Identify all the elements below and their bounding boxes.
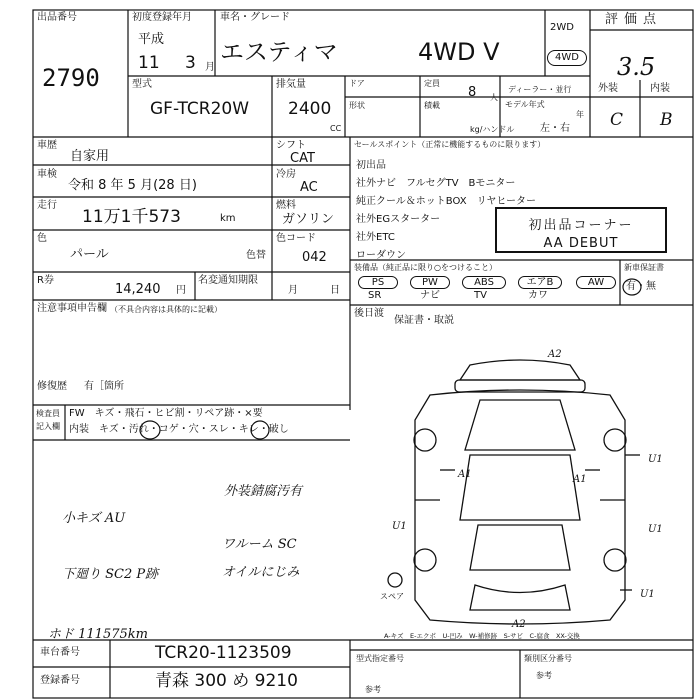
model-grade-label: 車名・グレード xyxy=(220,12,290,23)
recycle-label: R券 xyxy=(37,275,54,286)
hand-note-1: 外装錆腐汚有 xyxy=(224,484,303,499)
model-year-unit: 年 xyxy=(576,110,584,119)
hand-note-2: 小キズ AU xyxy=(62,511,126,526)
lot-number-label: 出品番号 xyxy=(37,12,77,23)
car-diagram xyxy=(388,360,640,624)
shift: CAT xyxy=(290,151,315,166)
diagram-mark: A2 xyxy=(548,349,562,360)
equip-leather: カワ xyxy=(528,290,548,301)
debut-corner-stamp xyxy=(495,207,667,253)
warranty: 有・無 xyxy=(626,281,656,292)
history-label: 車歴 xyxy=(37,140,57,151)
load-label: 積載 xyxy=(424,101,440,110)
inspection: 令和 8 年 5 月(28 日) xyxy=(68,178,197,193)
kg-handle-label: kg/ハンドル xyxy=(470,125,515,134)
yen-unit: 円 xyxy=(176,285,186,296)
nox-month: 月 xyxy=(288,285,298,296)
diagram-mark: A1 xyxy=(573,474,587,485)
equip-navi: ナビ xyxy=(420,290,440,301)
exterior-grade: C xyxy=(610,110,624,130)
inspector-row1: FW キズ・飛石・ヒビ割・リペア跡・×要 xyxy=(69,408,263,419)
ac-label: 冷房 xyxy=(276,169,296,180)
repair-label: 修復歴 xyxy=(37,381,67,392)
inspection-label: 車検 xyxy=(37,169,57,180)
lot-number: 2790 xyxy=(42,64,100,92)
diagram-mark: U1 xyxy=(648,524,663,535)
displacement: 2400 xyxy=(288,99,332,119)
nox-label: 名変通知期限 xyxy=(198,275,258,286)
grade: 4WD V xyxy=(418,38,500,66)
chassis-number: TCR20-1123509 xyxy=(155,643,292,663)
diagram-mark: U1 xyxy=(392,521,407,532)
fuel: ガソリン xyxy=(282,212,335,227)
score: 3.5 xyxy=(617,53,656,81)
mileage-label: 走行 xyxy=(37,200,57,211)
warranty-label: 新車保証書 xyxy=(624,263,664,272)
reg-month: 3 xyxy=(185,53,196,73)
color: パール xyxy=(70,247,109,262)
diagram-legend: A-キズ E-エクボ U-凹み W-補修跡 S-サビ C-腐食 XX-交換 xyxy=(384,632,580,640)
shift-label: シフト xyxy=(276,140,306,151)
drive-2wd: 2WD xyxy=(550,22,574,33)
hand-note-4: 下廻り SC2 P跡 xyxy=(62,567,159,582)
reg-year: 11 xyxy=(138,53,160,73)
plate-number: 青森 300 め 9210 xyxy=(155,671,298,691)
hand-note-3: ワルーム SC xyxy=(222,537,297,552)
sales-point-item: 初出品 xyxy=(356,160,386,171)
type-designation-label: 型式指定番号 xyxy=(356,654,404,663)
spare-label: スペア xyxy=(380,592,404,601)
model-code: GF-TCR20W xyxy=(150,99,250,119)
score-label: 評価点 xyxy=(605,12,663,27)
exterior-label: 外装 xyxy=(598,83,618,94)
recycle-fee: 14,240 xyxy=(115,282,161,297)
color-label: 色 xyxy=(37,233,47,244)
reference-label: 参考 xyxy=(365,685,381,694)
equip-tv: TV xyxy=(474,290,487,301)
reference-label-2: 参考 xyxy=(536,671,552,680)
plate-label: 登録番号 xyxy=(40,675,80,686)
category-label: 類別区分番号 xyxy=(524,654,572,663)
era: 平成 xyxy=(138,32,165,47)
dealer-label: ディーラー・並行 xyxy=(508,85,572,94)
month-unit: 月 xyxy=(205,62,215,73)
sales-point-item: 純正クール＆ホットBOX リヤヒーター xyxy=(356,196,536,207)
back-seat-value: 保証書・取説 xyxy=(394,315,454,326)
inspector-label2: 記入欄 xyxy=(36,422,60,431)
shape-label: 形状 xyxy=(349,101,365,110)
sales-point-item: 社外ナビ フルセグTV Bモニター xyxy=(356,178,516,189)
diagram-mark: A2 xyxy=(512,619,526,630)
equip-airbag: エアB xyxy=(518,276,562,289)
hand-mileage-note: ホド 111575km xyxy=(48,627,148,642)
car-name: エスティマ xyxy=(220,38,338,66)
capacity: 8 xyxy=(468,85,477,100)
back-seat-label: 後日渡 xyxy=(354,308,384,319)
handle: 左・右 xyxy=(540,123,570,134)
history: 自家用 xyxy=(70,149,110,164)
diagram-mark: U1 xyxy=(648,454,663,465)
equip-pw: PW xyxy=(410,276,450,289)
color-code: 042 xyxy=(302,250,327,265)
inspector-row2: 内装 キズ・汚れ・コゲ・穴・スレ・キレ・破し xyxy=(69,424,289,435)
interior-grade: B xyxy=(660,110,673,130)
km-unit: km xyxy=(220,213,236,224)
equipment-label: 装備品（純正品に限り○をつけること） xyxy=(354,263,497,272)
equip-ps: PS xyxy=(358,276,398,289)
corner-line1: 初出品コーナー xyxy=(528,218,634,233)
sales-point-item: ローダウン xyxy=(356,250,406,261)
equip-sr: SR xyxy=(368,290,382,301)
drive-4wd: 4WD xyxy=(547,50,587,66)
cc-unit: CC xyxy=(330,124,342,133)
displacement-label: 排気量 xyxy=(276,79,306,90)
corner-line2: AA DEBUT xyxy=(543,236,619,251)
hand-note-5: オイルにじみ xyxy=(222,565,300,580)
sales-point-item: 社外ETC xyxy=(356,232,395,243)
fuel-label: 燃料 xyxy=(276,200,296,211)
diagram-mark: U1 xyxy=(640,589,655,600)
diagram-mark: A1 xyxy=(458,469,472,480)
door-label: ドア xyxy=(349,79,365,88)
inspector-label1: 検査員 xyxy=(36,409,60,418)
chassis-label: 車台番号 xyxy=(40,647,80,658)
capacity-label: 定員 xyxy=(424,79,440,88)
equip-abs: ABS xyxy=(462,276,506,289)
type-label: 型式 xyxy=(132,79,152,90)
first-reg-label: 初度登録年月 xyxy=(132,12,192,23)
repair-value: 有［箇所 xyxy=(84,381,124,392)
sales-point-item: 社外EGスターター xyxy=(356,214,441,225)
color-change-label: 色替 xyxy=(246,250,266,261)
color-code-label: 色コード xyxy=(276,233,316,244)
interior-label: 内装 xyxy=(650,83,670,94)
sales-points-label: セールスポイント（正常に機能するものに限ります） xyxy=(354,140,546,149)
equip-aw: AW xyxy=(576,276,616,289)
capacity-unit: 人 xyxy=(490,93,498,102)
mileage: 11万1千573 xyxy=(82,207,181,227)
notes-sublabel: （不具合内容は具体的に記載） xyxy=(110,305,222,314)
nox-day: 日 xyxy=(330,285,340,296)
notes-label: 注意事項申告欄 xyxy=(37,303,107,314)
model-year-label: モデル年式 xyxy=(505,100,545,109)
ac: AC xyxy=(300,180,318,195)
